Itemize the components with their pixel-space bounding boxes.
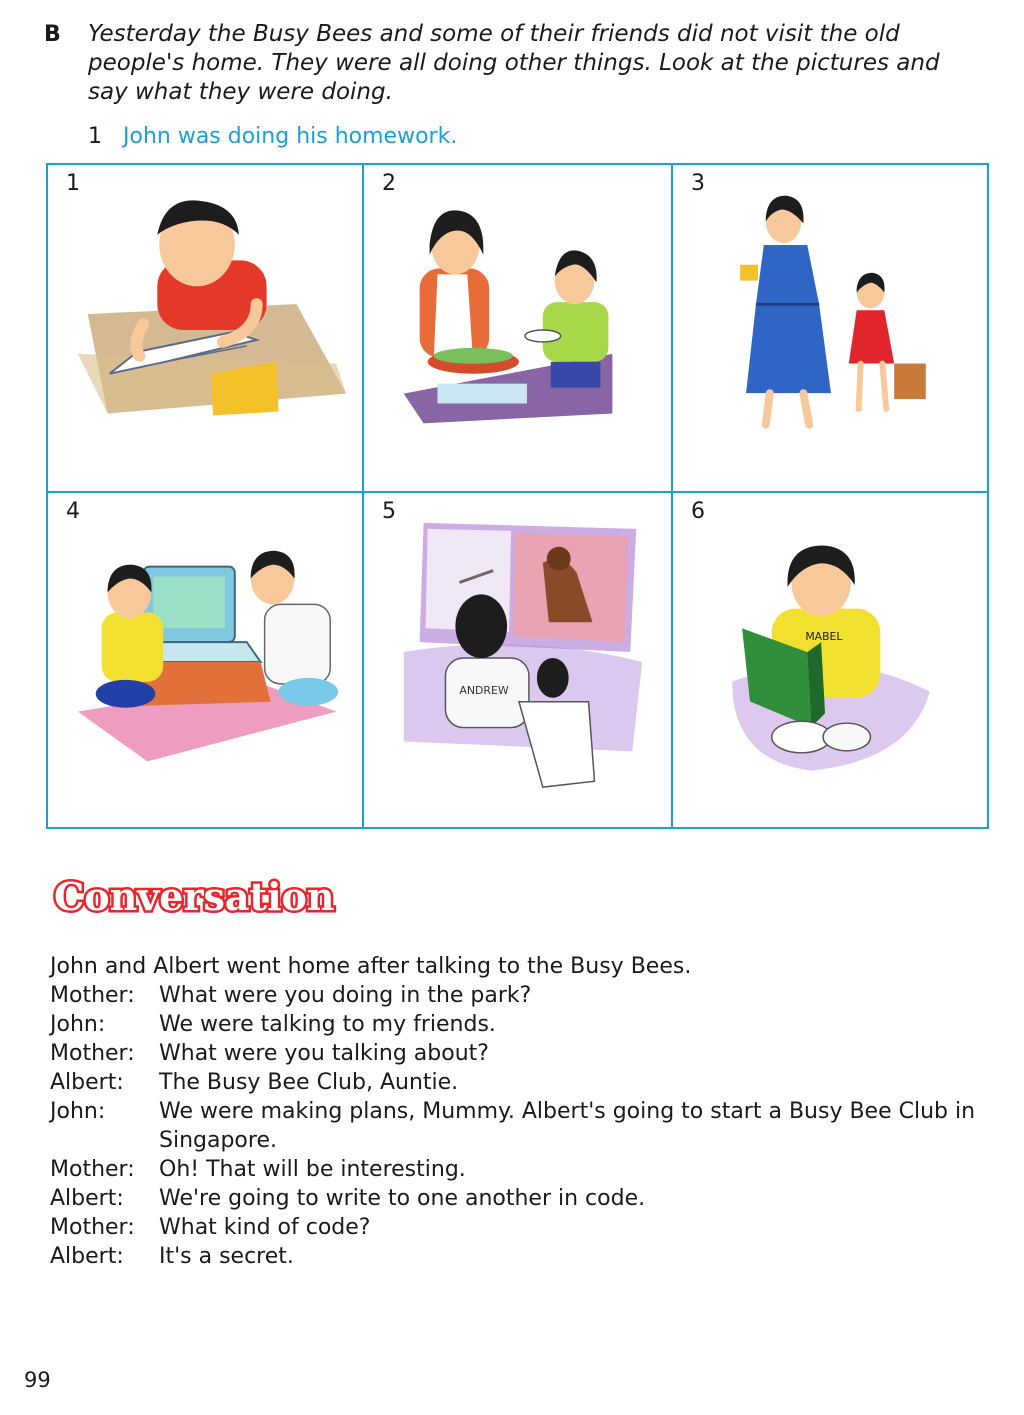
example-answer: John was doing his homework.	[123, 124, 458, 149]
page-number: 99	[24, 1368, 51, 1392]
picture-number: 6	[691, 499, 705, 524]
exercise-b	[44, 20, 984, 107]
conversation-heading	[50, 870, 370, 926]
dialogue-line	[50, 1039, 980, 1068]
speaker: Albert:	[50, 1186, 124, 1211]
picture-number: 2	[382, 171, 396, 196]
speech: The Busy Bee Club, Auntie.	[159, 1070, 459, 1095]
dialogue-line	[50, 1097, 980, 1155]
picture-number: 4	[66, 499, 80, 524]
andrew-cinema-illustration	[364, 493, 671, 827]
conversation-heading-art	[50, 870, 370, 922]
dialogue-line	[50, 1184, 980, 1213]
dialogue-line	[50, 981, 980, 1010]
speaker: Mother:	[50, 1215, 135, 1240]
picture-number: 1	[66, 171, 80, 196]
conversation-intro: John and Albert went home after talking to the Busy Bees.	[50, 954, 692, 979]
picture-cell-6	[673, 493, 987, 827]
picture-number: 3	[691, 171, 705, 196]
example-number: 1	[88, 124, 102, 149]
picture-cell-3	[673, 165, 987, 493]
exercise-instruction: Yesterday the Busy Bees and some of their friends did not visit the old people's home. They were all doing other things. Look at the pictures and say what they were doing.	[88, 21, 940, 105]
boys-computer-illustration	[48, 493, 362, 827]
picture-cell-5	[364, 493, 673, 827]
speech: It's a secret.	[159, 1244, 294, 1269]
speaker: Mother:	[50, 983, 135, 1008]
example-answer-line	[88, 124, 457, 149]
speech: What were you doing in the park?	[159, 983, 532, 1008]
mabel-reading-illustration	[673, 493, 987, 827]
picture-cell-2	[364, 165, 673, 493]
picture-cell-4	[48, 493, 364, 827]
speech: What kind of code?	[159, 1215, 371, 1240]
dialogue-line	[50, 1242, 980, 1271]
speaker: Mother:	[50, 1157, 135, 1182]
speech: We were making plans, Mummy. Albert's going to start a Busy Bee Club in Singapore.	[159, 1099, 976, 1153]
speaker: Albert:	[50, 1070, 124, 1095]
speech: What were you talking about?	[159, 1041, 489, 1066]
speaker: John:	[50, 1012, 106, 1037]
dialogue-line	[50, 1213, 980, 1242]
mabel-shirt-label: MABEL	[805, 630, 843, 644]
speaker: Albert:	[50, 1244, 124, 1269]
picture-cell-1	[48, 165, 364, 493]
picture-grid	[46, 163, 989, 829]
picture-number: 5	[382, 499, 396, 524]
speaker: John:	[50, 1099, 106, 1124]
mother-cooking-illustration	[364, 165, 671, 491]
andrew-shirt-label: ANDREW	[459, 683, 509, 697]
dialogue-line	[50, 1068, 980, 1097]
speech: We're going to write to one another in code.	[159, 1186, 646, 1211]
conversation-heading-text: Conversation	[54, 874, 335, 919]
dialogue-line	[50, 1155, 980, 1184]
dialogue-line	[50, 1010, 980, 1039]
boy-homework-illustration	[48, 165, 362, 491]
exercise-letter: B	[44, 22, 61, 47]
mother-daughter-walking-illustration	[673, 165, 987, 491]
speech: We were talking to my friends.	[159, 1012, 496, 1037]
conversation-dialogue	[50, 952, 980, 1271]
speech: Oh! That will be interesting.	[159, 1157, 466, 1182]
speaker: Mother:	[50, 1041, 135, 1066]
